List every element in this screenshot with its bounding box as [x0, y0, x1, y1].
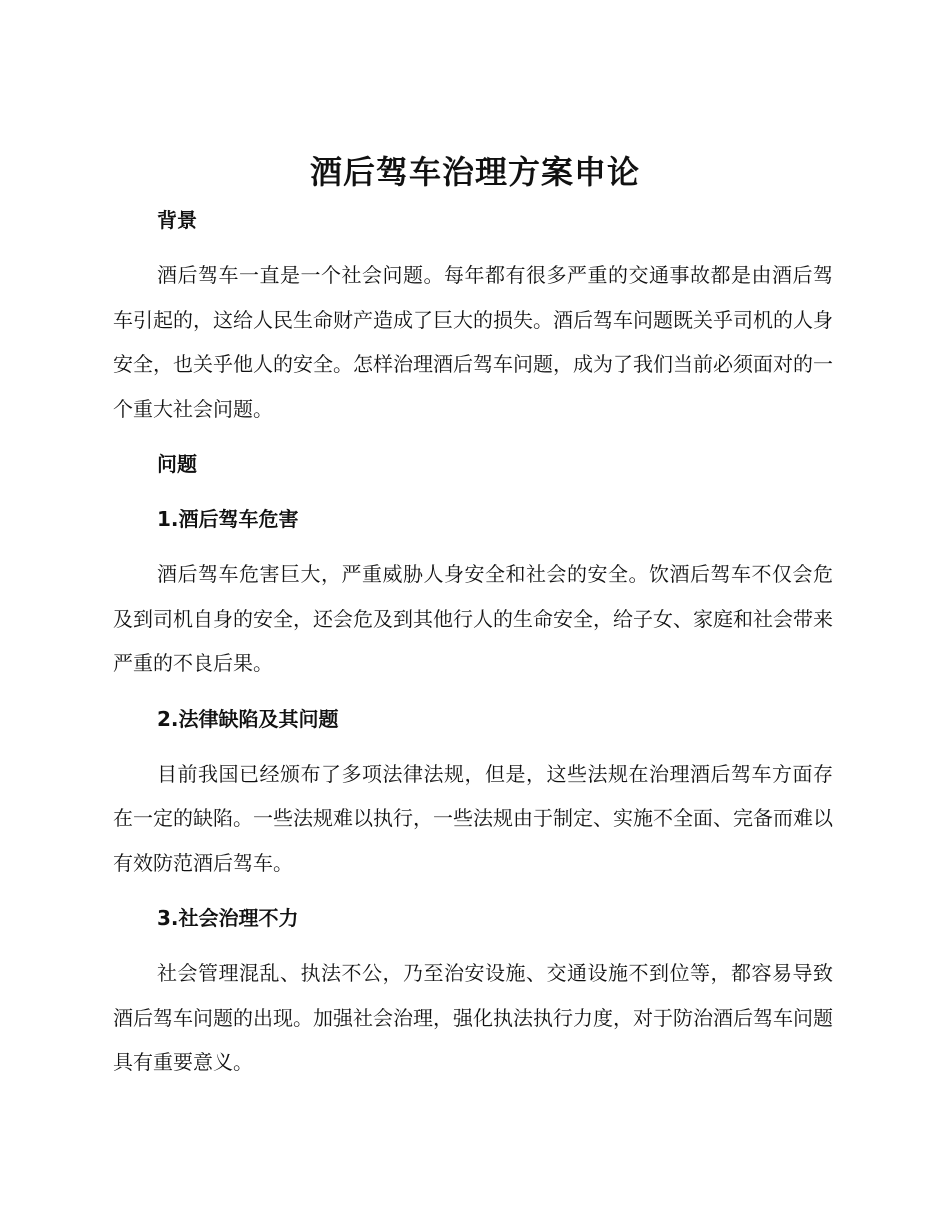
paragraph-problem-1: 酒后驾车危害巨大，严重威胁人身安全和社会的安全。饮酒后驾车不仅会危及到司机自身的安全，还会危及到其他行人的生命安全，给子女、家庭和社会带来严重的不良后果。	[113, 562, 833, 675]
paragraph-problem-3: 社会管理混乱、执法不公，乃至治安设施、交通设施不到位等，都容易导致酒后驾车问题的出现。加强社会治理，强化执法执行力度，对于防治酒后驾车问题具有重要意义。	[113, 961, 833, 1074]
subheading-problem-2: 2.法律缺陷及其问题	[157, 706, 339, 731]
document-body	[113, 198, 833, 1085]
paragraph-problem-2: 目前我国已经颁布了多项法律法规，但是，这些法规在治理酒后驾车方面存在一定的缺陷。一些法规难以执行，一些法规由于制定、实施不全面、完备而难以有效防范酒后驾车。	[113, 761, 833, 875]
subheading-problem-1: 1.酒后驾车危害	[157, 507, 299, 531]
subheading-problem-3: 3.社会治理不力	[157, 906, 299, 930]
document-title: 酒后驾车治理方案申论	[309, 153, 640, 191]
section-heading-problems: 问题	[157, 452, 197, 476]
section-heading-background: 背景	[157, 208, 197, 232]
paragraph-background: 酒后驾车一直是一个社会问题。每年都有很多严重的交通事故都是由酒后驾车引起的，这给人民生命财产造成了巨大的损失。酒后驾车问题既关乎司机的人身安全，也关乎他人的安全。怎样治理酒后驾车问题，成为了我们当前必须面对的一个重大社会问题。	[113, 263, 833, 421]
